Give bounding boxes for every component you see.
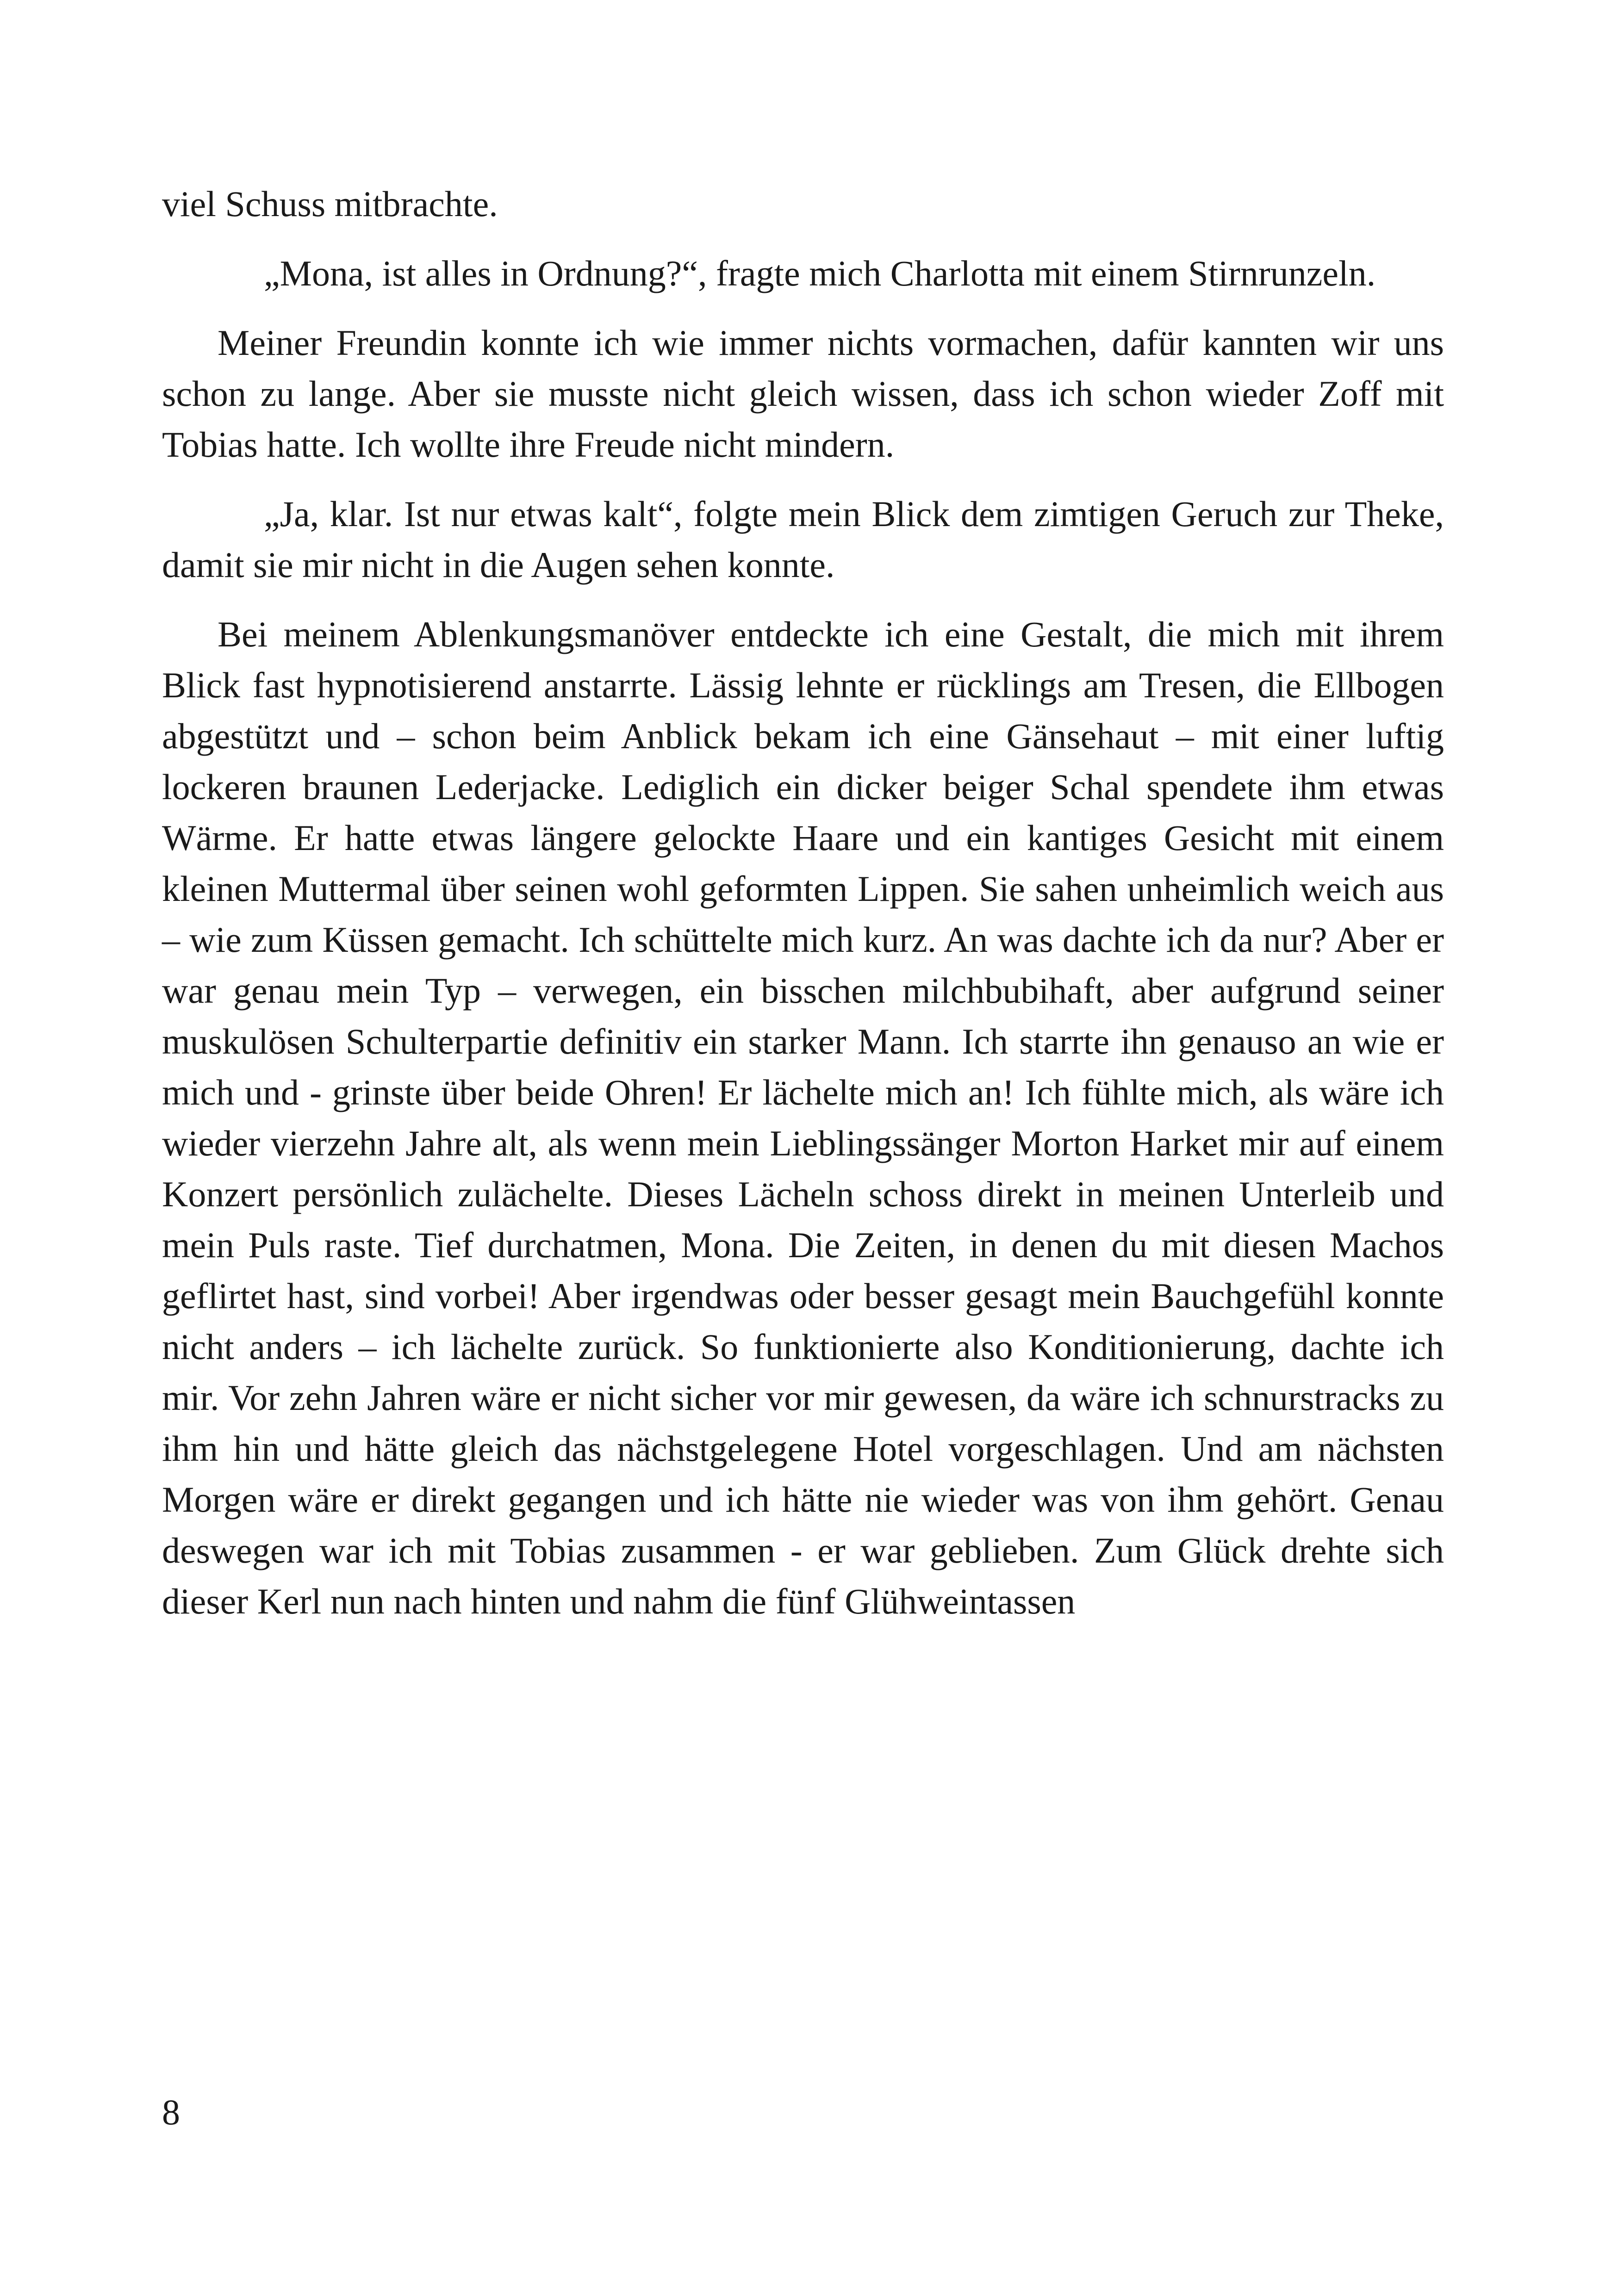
paragraph-freundin: Meiner Freundin konnte ich wie immer nichts vormachen, dafür kannten wir uns schon zu lange. Aber sie musste nicht gleich wissen, dass ich schon wieder Zoff mit Tobias hatte. Ich wollte ihre Freude nicht mindern. [162,323,1444,465]
paragraph-continuation: viel Schuss mitbrachte. [162,184,498,224]
page-number: 8 [162,2092,180,2132]
paragraph-ablenkungsmanoever: Bei meinem Ablenkungsmanöver entdeckte ich eine Gestalt, die mich mit ihrem Blick fast hypnotisierend anstarrte. Lässig lehnte er rücklings am Tresen, die Ellbogen abgestützt und – schon beim Anblick bekam ich eine Gänsehaut – mit einer luftig lockeren braunen Lederjacke. Lediglich ein dicker beiger Schal spendete ihm etwas Wärme. Er hatte etwas längere gelockte Haare und ein kantiges Gesicht mit einem kleinen Muttermal über seinen wohl geformten Lippen. Sie sahen unheimlich weich aus – wie zum Küssen gemacht. Ich schüttelte mich kurz. An was dachte ich da nur? Aber er war genau mein Typ – verwegen, ein bisschen milchbubihaft, aber aufgrund seiner muskulösen Schulterpartie definitiv ein starker Mann. Ich starrte ihn genauso an wie er mich und - grinste über beide Ohren! Er lächelte mich an! Ich fühlte mich, als wäre ich wieder vierzehn Jahre alt, als wenn mein Lieblingssänger Morton Harket mir auf einem Konzert persönlich zulächelte. Dieses Lächeln schoss direkt in meinen Unterleib und mein Puls raste. Tief durchatmen, Mona. Die Zeiten, in denen du mit diesen Machos geflirtet hast, sind vorbei! Aber irgendwas oder besser gesagt mein Bauchgefühl konnte nicht anders – ich lächelte zurück. So funktionierte also Konditionierung, dachte ich mir. Vor zehn Jahren wäre er nicht sicher vor mir gewesen, da wäre ich schnurstracks zu ihm hin und hätte gleich das nächstgelegene Hotel vorgeschlagen. Und am nächsten Morgen wäre er direkt gegangen und ich hätte nie wieder was von ihm gehört. Genau deswegen war ich mit Tobias zusammen - er war geblieben. Zum Glück drehte sich dieser Kerl nun nach hinten und nahm die fünf Glühweintassen [162,614,1444,1621]
paragraph-dialogue-ja-klar: „Ja, klar. Ist nur etwas kalt“, folgte mein Blick dem zimtigen Geruch zur Theke, damit sie mir nicht in die Augen sehen konnte. [162,494,1444,585]
body-text [162,179,1444,1645]
paragraph-dialogue-mona: „Mona, ist alles in Ordnung?“, fragte mich Charlotta mit einem Stirnrunzeln. [264,253,1376,293]
